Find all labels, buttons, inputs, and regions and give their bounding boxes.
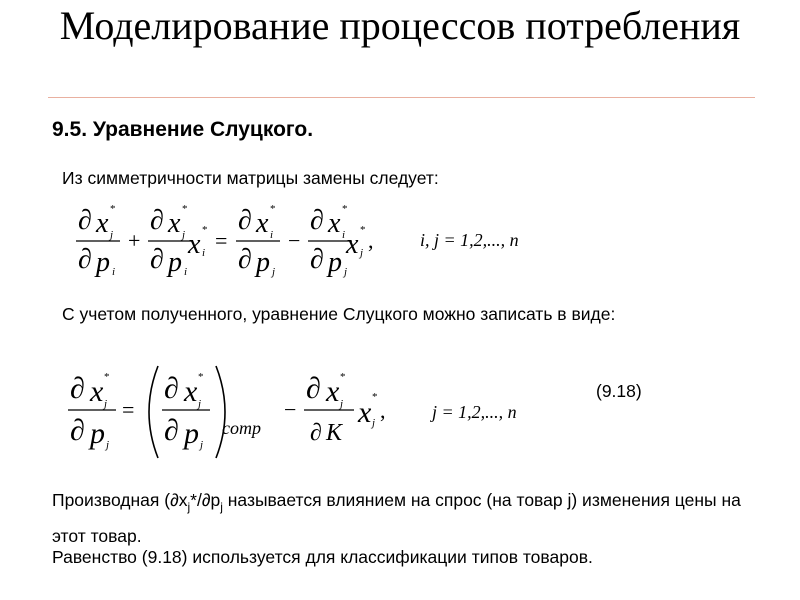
intro-text: Из симметричности матрицы замены следует: <box>62 168 439 188</box>
svg-text:∂: ∂ <box>150 244 164 275</box>
section-heading: 9.5. Уравнение Слуцкого. <box>52 118 314 141</box>
svg-text:x: x <box>90 375 104 408</box>
svg-text:p: p <box>96 247 110 278</box>
svg-text:∂: ∂ <box>78 205 92 236</box>
svg-text:=: = <box>215 228 228 253</box>
svg-text:j: j <box>182 229 186 241</box>
svg-text:i: i <box>184 266 188 278</box>
svg-text:−: − <box>284 397 297 422</box>
svg-text:j: j <box>360 247 364 259</box>
svg-text:∂: ∂ <box>238 205 252 236</box>
svg-text:i: i <box>202 247 206 259</box>
svg-text:j: j <box>198 398 202 410</box>
classification-note: Равенство (9.18) используется для классификации типов товаров. <box>52 547 593 567</box>
svg-text:∂: ∂ <box>70 372 85 405</box>
svg-text:x: x <box>326 375 340 408</box>
svg-text:i: i <box>342 229 346 241</box>
svg-text:*: * <box>198 371 204 383</box>
svg-text:∂: ∂ <box>164 414 179 447</box>
svg-text:+: + <box>128 228 141 253</box>
svg-text:x: x <box>346 229 359 260</box>
svg-text:∂: ∂ <box>238 244 252 275</box>
svg-text:p: p <box>328 247 342 278</box>
derivative-explanation: Производная ($\partial x_j*/\partial p_j$ называется влиянием на спрос (на товар j) изменения цены на этот товар. <box>52 490 741 546</box>
svg-text:∂: ∂ <box>310 420 322 446</box>
svg-text:∂: ∂ <box>310 244 324 275</box>
svg-text:,: , <box>368 228 374 253</box>
svg-text:i: i <box>112 266 116 278</box>
svg-text:*: * <box>182 203 188 215</box>
svg-text:p: p <box>184 417 199 450</box>
svg-text:∂: ∂ <box>310 205 324 236</box>
svg-text:−: − <box>288 228 301 253</box>
svg-text:j: j <box>344 266 348 278</box>
svg-text:∂: ∂ <box>164 372 179 405</box>
formula1-index-range: i, j = 1,2,..., n <box>420 230 519 250</box>
svg-text:j: j <box>200 439 204 451</box>
svg-text:*: * <box>104 371 110 383</box>
svg-text:j: j <box>104 398 108 410</box>
slutsky-equation <box>62 358 582 466</box>
svg-text:x: x <box>96 208 109 239</box>
slide-title: Моделирование процессов потребления <box>59 3 741 48</box>
svg-text:x: x <box>168 208 181 239</box>
svg-text:i: i <box>270 229 274 241</box>
svg-text:p: p <box>168 247 182 278</box>
svg-text:∂: ∂ <box>150 205 164 236</box>
k-variable: K <box>326 420 343 446</box>
svg-text:*: * <box>202 224 208 236</box>
svg-text:j: j <box>340 398 344 410</box>
svg-text:j: j <box>110 229 114 241</box>
formula2-index-range: j = 1,2,..., n <box>432 402 517 422</box>
svg-text:*: * <box>340 371 346 383</box>
slutsky-intro-text: С учетом полученного, уравнение Слуцкого можно записать в виде: <box>62 304 616 324</box>
svg-text:x: x <box>256 208 269 239</box>
svg-text:*: * <box>342 203 348 215</box>
svg-text:x: x <box>358 396 372 429</box>
svg-text:x: x <box>188 229 201 260</box>
svg-text:∂: ∂ <box>306 372 321 405</box>
svg-text:*: * <box>360 224 366 236</box>
svg-text:*: * <box>270 203 276 215</box>
title-divider <box>48 97 755 98</box>
svg-text:,: , <box>380 398 386 423</box>
svg-text:*: * <box>110 203 116 215</box>
svg-text:x: x <box>328 208 341 239</box>
svg-text:j: j <box>372 417 376 429</box>
svg-text:j: j <box>106 439 110 451</box>
svg-text:∂: ∂ <box>78 244 92 275</box>
svg-text:∂: ∂ <box>70 414 85 447</box>
comp-subscript: comp <box>222 418 261 438</box>
svg-text:j: j <box>272 266 276 278</box>
svg-text:x: x <box>184 375 198 408</box>
svg-text:p: p <box>256 247 270 278</box>
symmetry-formula <box>70 196 560 278</box>
equation-number: (9.18) <box>596 381 642 401</box>
svg-text:p: p <box>90 417 105 450</box>
svg-text:*: * <box>372 391 378 403</box>
svg-text:=: = <box>122 397 135 422</box>
